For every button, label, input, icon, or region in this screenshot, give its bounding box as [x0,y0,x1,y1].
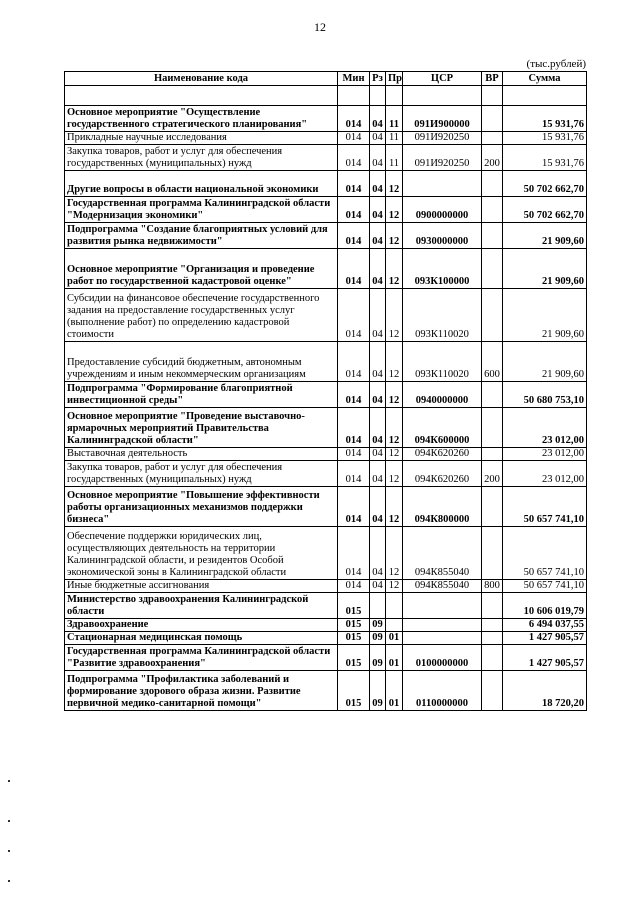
cell-csr: 0110000000 [403,671,482,711]
cell-pr: 01 [386,645,403,671]
cell-vr [482,448,503,461]
cell-vr: 200 [482,461,503,487]
cell-min: 014 [338,408,370,448]
cell-csr: 094К600000 [403,408,482,448]
cell-min: 014 [338,342,370,382]
cell-name: Здравоохранение [65,619,338,632]
cell-vr [482,171,503,197]
cell-vr [482,632,503,645]
cell-csr [403,619,482,632]
cell-name: Закупка товаров, работ и услуг для обеспечения государственных (муниципальных) нужд [65,461,338,487]
cell-min: 015 [338,619,370,632]
header-name: Наименование кода [65,72,338,86]
table-row [65,527,587,580]
cell-vr [482,249,503,289]
cell-vr [482,223,503,249]
cell-pr: 12 [386,487,403,527]
cell-name: Подпрограмма "Формирование благоприятной инвестиционной среды" [65,382,338,408]
cell-rz: 04 [370,382,386,408]
cell-pr: 11 [386,106,403,132]
cell-sum: 23 012,00 [503,461,587,487]
cell-pr: 11 [386,132,403,145]
cell-name: Прикладные научные исследования [65,132,338,145]
table-row [65,132,587,145]
cell-rz: 04 [370,342,386,382]
cell-csr: 0930000000 [403,223,482,249]
cell-min: 015 [338,593,370,619]
table-row [65,487,587,527]
cell-csr: 091И920250 [403,132,482,145]
cell-rz: 04 [370,145,386,171]
cell-sum: 1 427 905,57 [503,632,587,645]
cell-pr: 12 [386,448,403,461]
cell-min: 014 [338,223,370,249]
cell-name: Министерство здравоохранения Калининградской области [65,593,338,619]
cell-csr: 093К110020 [403,342,482,382]
cell-pr: 12 [386,527,403,580]
cell-sum: 50 680 753,10 [503,382,587,408]
cell-rz: 09 [370,671,386,711]
cell-csr [403,171,482,197]
cell-min: 014 [338,382,370,408]
cell-name: Субсидии на финансовое обеспечение государственного задания на предоставление государственных услуг (выполнение работ) по определению кадастровой стоимости [65,289,338,342]
cell-rz: 04 [370,527,386,580]
cell-name: Государственная программа Калининградской области "Модернизация экономики" [65,197,338,223]
cell-rz: 04 [370,289,386,342]
cell-csr: 093К110020 [403,289,482,342]
cell-pr: 12 [386,342,403,382]
cell-csr: 0940000000 [403,382,482,408]
table-row [65,619,587,632]
cell-vr [482,671,503,711]
table-row [65,171,587,197]
cell-sum: 50 657 741,10 [503,580,587,593]
cell-name: Стационарная медицинская помощь [65,632,338,645]
cell-pr [386,619,403,632]
cell-sum: 50 657 741,10 [503,527,587,580]
cell-pr: 12 [386,408,403,448]
cell-sum: 18 720,20 [503,671,587,711]
table-row [65,106,587,132]
cell-rz: 04 [370,106,386,132]
table-row [65,223,587,249]
cell-min: 014 [338,249,370,289]
cell-csr: 094К620260 [403,461,482,487]
cell-vr [482,86,503,106]
cell-vr: 600 [482,342,503,382]
cell-pr: 01 [386,671,403,711]
cell-sum: 23 012,00 [503,448,587,461]
cell-vr [482,106,503,132]
cell-sum: 21 909,60 [503,249,587,289]
cell-csr [403,86,482,106]
header-csr: ЦСР [403,72,482,86]
table-row [65,145,587,171]
cell-name: Подпрограмма "Профилактика заболеваний и формирование здорового образа жизни. Развитие первичной медико-санитарной помощи" [65,671,338,711]
cell-vr [482,289,503,342]
cell-pr [386,86,403,106]
cell-min: 014 [338,527,370,580]
cell-sum: 15 931,76 [503,145,587,171]
cell-name: Закупка товаров, работ и услуг для обеспечения государственных (муниципальных) нужд [65,145,338,171]
cell-min: 014 [338,171,370,197]
table-row [65,645,587,671]
cell-sum: 21 909,60 [503,223,587,249]
cell-min [338,86,370,106]
cell-pr: 12 [386,197,403,223]
cell-name: Выставочная деятельность [65,448,338,461]
cell-csr: 094К620260 [403,448,482,461]
cell-rz: 04 [370,249,386,289]
cell-min: 014 [338,289,370,342]
page-number: 12 [314,20,326,34]
cell-pr: 01 [386,632,403,645]
cell-name: Основное мероприятие "Осуществление государственного стратегического планирования" [65,106,338,132]
cell-min: 014 [338,461,370,487]
cell-min: 015 [338,671,370,711]
cell-sum: 23 012,00 [503,408,587,448]
table-body [65,86,587,711]
cell-min: 014 [338,580,370,593]
cell-vr [482,197,503,223]
cell-vr [482,382,503,408]
cell-name: Другие вопросы в области национальной экономики [65,171,338,197]
cell-csr [403,593,482,619]
cell-sum: 21 909,60 [503,342,587,382]
cell-name: Основное мероприятие "Организация и проведение работ по государственной кадастровой оценке" [65,249,338,289]
table-row [65,448,587,461]
cell-rz: 04 [370,487,386,527]
table-row [65,408,587,448]
table-row [65,382,587,408]
cell-csr: 094К800000 [403,487,482,527]
cell-name [65,86,338,106]
cell-sum: 50 657 741,10 [503,487,587,527]
cell-sum: 21 909,60 [503,289,587,342]
cell-sum: 50 702 662,70 [503,197,587,223]
cell-sum: 10 606 019,79 [503,593,587,619]
cell-pr: 12 [386,461,403,487]
cell-csr: 094К855040 [403,580,482,593]
table-row [65,342,587,382]
cell-min: 014 [338,487,370,527]
cell-sum [503,86,587,106]
cell-name: Иные бюджетные ассигнования [65,580,338,593]
cell-rz: 04 [370,197,386,223]
cell-pr: 12 [386,580,403,593]
header-vr: ВР [482,72,503,86]
cell-min: 015 [338,645,370,671]
cell-pr: 12 [386,382,403,408]
cell-sum: 1 427 905,57 [503,645,587,671]
cell-vr: 800 [482,580,503,593]
cell-rz: 09 [370,619,386,632]
cell-name: Предоставление субсидий бюджетным, автономным учреждениям и иным некоммерческим организациям [65,342,338,382]
cell-csr: 093К100000 [403,249,482,289]
cell-name: Основное мероприятие "Повышение эффективности работы организационных механизмов поддержки бизнеса" [65,487,338,527]
cell-sum: 6 494 037,55 [503,619,587,632]
cell-min: 014 [338,145,370,171]
cell-rz: 04 [370,408,386,448]
cell-vr [482,645,503,671]
table-row [65,86,587,106]
table-row [65,671,587,711]
cell-sum: 50 702 662,70 [503,171,587,197]
cell-pr: 12 [386,249,403,289]
table-row [65,289,587,342]
cell-rz: 04 [370,132,386,145]
cell-rz: 04 [370,448,386,461]
header-min: Мин [338,72,370,86]
cell-name: Подпрограмма "Создание благоприятных условий для развития рынка недвижимости" [65,223,338,249]
cell-csr: 094К855040 [403,527,482,580]
cell-csr: 0100000000 [403,645,482,671]
cell-min: 015 [338,632,370,645]
cell-vr: 200 [482,145,503,171]
cell-min: 014 [338,197,370,223]
cell-pr: 12 [386,223,403,249]
units-label: (тыс.рублей) [526,58,586,70]
cell-pr: 12 [386,289,403,342]
cell-vr [482,408,503,448]
cell-rz: 09 [370,645,386,671]
cell-rz: 04 [370,461,386,487]
header-rz: Рз [370,72,386,86]
table-row [65,197,587,223]
margin-marks [6,780,12,900]
cell-vr [482,593,503,619]
header-sum: Сумма [503,72,587,86]
cell-vr [482,619,503,632]
cell-csr: 091И900000 [403,106,482,132]
cell-sum: 15 931,76 [503,106,587,132]
cell-csr: 091И920250 [403,145,482,171]
cell-rz: 04 [370,223,386,249]
cell-vr [482,487,503,527]
cell-rz: 04 [370,171,386,197]
table-row [65,632,587,645]
cell-min: 014 [338,448,370,461]
cell-rz: 09 [370,632,386,645]
cell-rz: 04 [370,580,386,593]
budget-table [64,71,587,711]
cell-vr [482,527,503,580]
header-pr: Пр [386,72,403,86]
cell-csr [403,632,482,645]
table-row [65,593,587,619]
table-row [65,249,587,289]
cell-name: Обеспечение поддержки юридических лиц, осуществляющих деятельность на территории Калининградской области, и резидентов Особой экономической зоны в Калининградской области [65,527,338,580]
cell-name: Государственная программа Калининградской области "Развитие здравоохранения" [65,645,338,671]
cell-pr [386,593,403,619]
cell-name: Основное мероприятие "Проведение выставочно-ярмарочных мероприятий Правительства Калининградской области" [65,408,338,448]
cell-vr [482,132,503,145]
table-header-row [65,72,587,86]
cell-rz [370,86,386,106]
cell-min: 014 [338,106,370,132]
cell-min: 014 [338,132,370,145]
cell-pr: 11 [386,145,403,171]
cell-pr: 12 [386,171,403,197]
cell-csr: 0900000000 [403,197,482,223]
table-row [65,461,587,487]
cell-rz [370,593,386,619]
table-row [65,580,587,593]
cell-sum: 15 931,76 [503,132,587,145]
